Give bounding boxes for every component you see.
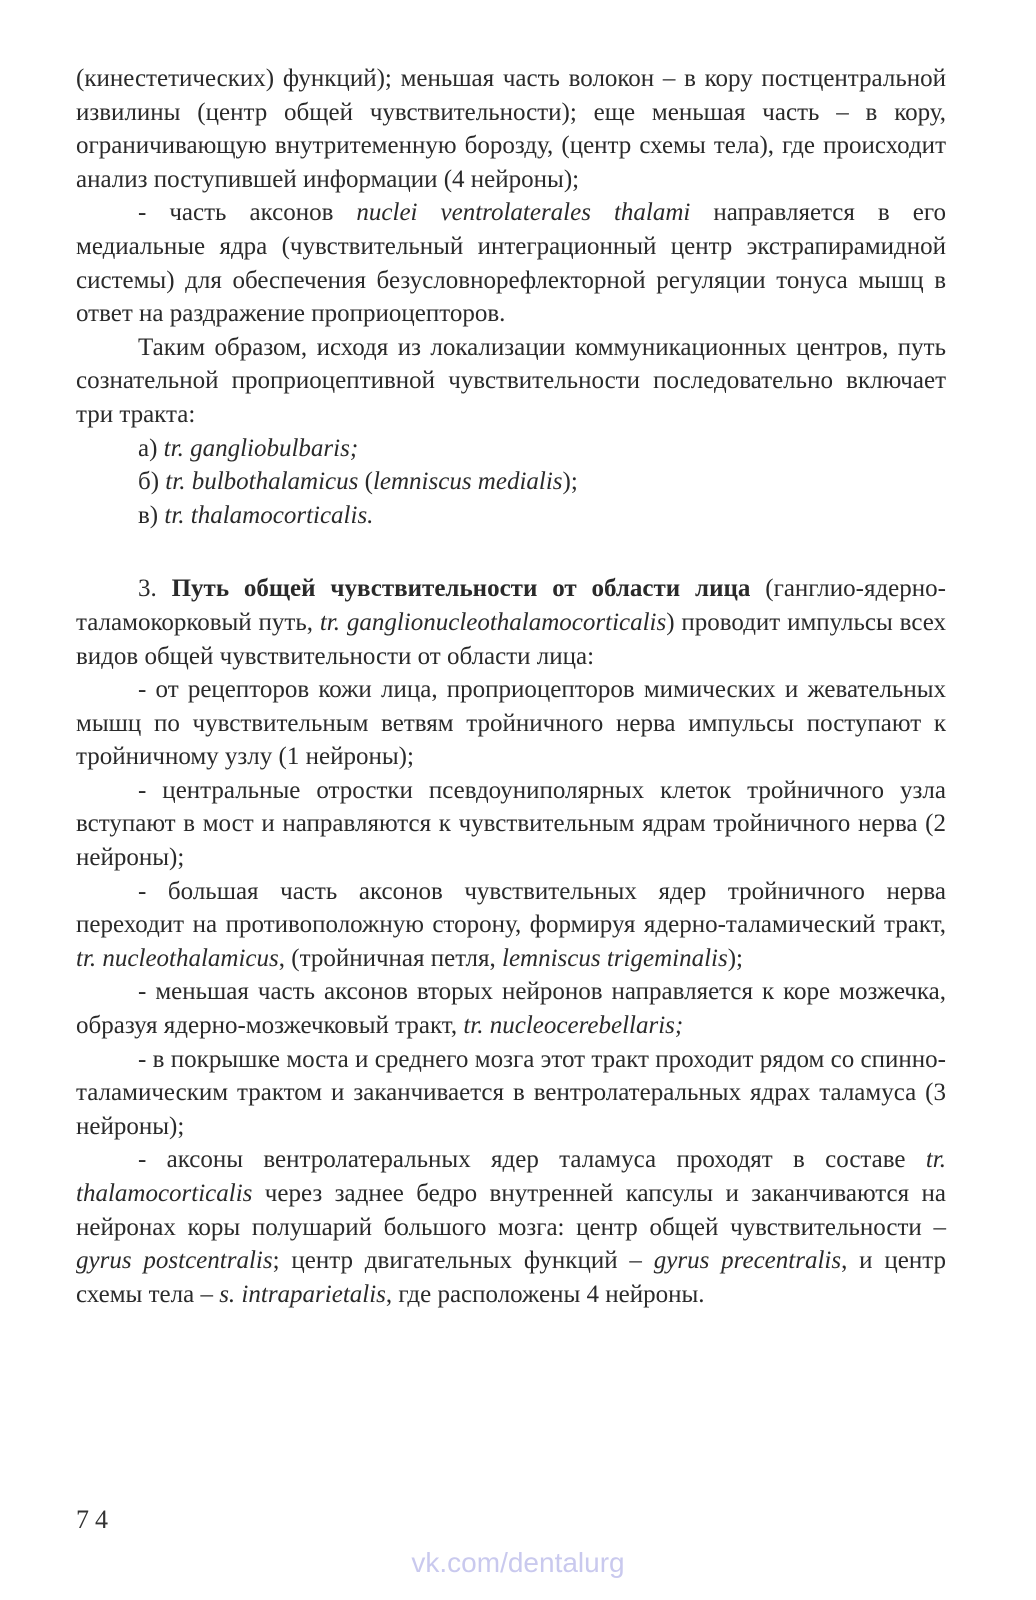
- paragraph: [76, 572, 946, 673]
- latin-term: tr. bulbothalamicus: [165, 468, 359, 496]
- text-run: );: [727, 944, 743, 972]
- page-number: 74: [76, 1505, 114, 1534]
- latin-term: tr. thalamocorticalis.: [164, 501, 374, 529]
- paragraph: [76, 499, 946, 533]
- text-run: (ганглио-ядерно-таламокорковый путь,: [76, 575, 946, 636]
- text-run: - часть аксонов: [138, 199, 357, 227]
- paragraph: [76, 331, 946, 432]
- text-run: б): [138, 468, 166, 496]
- text-run: 3.: [138, 575, 172, 603]
- paragraph: [76, 875, 946, 976]
- paragraph: [76, 1143, 946, 1311]
- latin-term: tr. gangliobulbaris;: [163, 434, 359, 462]
- latin-term: s. intraparietalis: [219, 1280, 386, 1308]
- latin-term: lemniscus trigeminalis: [502, 944, 728, 972]
- text-run: (: [358, 468, 373, 496]
- paragraph: [76, 673, 946, 774]
- latin-term: tr. thalamocorticalis: [76, 1146, 946, 1207]
- page-body: [76, 62, 946, 1311]
- text-run: ) проводит импульсы всех видов общей чувствительности от области лица:: [76, 608, 946, 670]
- text-run: - в покрышке моста и среднего мозга этот тракт проходит рядом со спинно-таламическим трактом и заканчивается в вентролатеральных ядрах таламуса (3 нейроны);: [76, 1045, 946, 1140]
- text-run: );: [562, 468, 578, 496]
- text-run: Таким образом, исходя из локализации коммуникационных центров, путь сознательной проприоцептивной чувствительности последовательно включает три тракта:: [76, 333, 946, 428]
- latin-term: gyrus precentralis: [653, 1247, 842, 1275]
- text-run: в): [138, 501, 165, 529]
- text-run: а): [138, 434, 164, 462]
- latin-term: lemniscus medialis: [372, 468, 563, 496]
- latin-term: gyrus postcentralis: [76, 1247, 273, 1275]
- paragraph: [76, 774, 946, 875]
- text-run: - от рецепторов кожи лица, проприоцепторов мимических и жевательных мышц по чувствительным ветвям тройничного нерва импульсы поступают к тройничному узлу (1 нейроны);: [76, 676, 946, 771]
- text-run: , (тройничная петля,: [278, 944, 503, 972]
- text-run: (кинестетических) функций); меньшая часть волокон – в кору постцентральной извилины (центр общей чувствительности); еще меньшая часть – в кору, ограничивающую внутритеменную борозду, (центр схемы тела), где происходит анализ поступившей информации (4 нейроны);: [76, 65, 946, 193]
- latin-term: tr. nucleocerebellaris;: [463, 1012, 684, 1040]
- paragraph: [76, 975, 946, 1042]
- watermark-text: vk.com/dentalurg: [411, 1547, 625, 1578]
- paragraph: [76, 465, 946, 499]
- text-run: , и центр схемы тела –: [76, 1247, 946, 1308]
- paragraph: [76, 1043, 946, 1144]
- paragraph: [76, 62, 946, 196]
- text-run: через заднее бедро внутренней капсулы и заканчиваются на нейронах коры полушарий большого мозга: центр общей чувствительности –: [76, 1180, 946, 1241]
- latin-term: nuclei ventrolaterales thalami: [356, 199, 691, 227]
- section-gap: [76, 532, 946, 572]
- latin-term: tr. nucleothalamicus: [76, 944, 279, 972]
- paragraph: [76, 432, 946, 466]
- text-run: , где расположены 4 нейроны.: [385, 1280, 705, 1308]
- bold-text: Путь общей чувствительности от области лица: [171, 575, 751, 603]
- text-run: - аксоны вентролатеральных ядер таламуса проходят в составе: [138, 1146, 926, 1174]
- text-run: направляется в его медиальные ядра (чувствительный интеграционный центр экстрапирамидной системы) для обеспечения безусловнорефлекторной регуляции тонуса мышц в ответ на раздражение проприоцепторов.: [76, 199, 946, 328]
- text-run: - центральные отростки псевдоуниполярных клеток тройничного узла вступают в мост и направляются к чувствительным ядрам тройничного нерва (2 нейроны);: [76, 776, 946, 872]
- paragraph: [76, 196, 946, 330]
- text-run: - меньшая часть аксонов вторых нейронов направляется к коре мозжечка, образуя ядерно-мозжечковый тракт,: [76, 978, 946, 1040]
- text-run: - большая часть аксонов чувствительных ядер тройничного нерва переходит на противоположную сторону, формируя ядерно-таламический тракт,: [76, 877, 946, 939]
- text-run: ; центр двигательных функций –: [272, 1247, 654, 1275]
- latin-term: tr. ganglionucleothalamocorticalis: [319, 608, 667, 636]
